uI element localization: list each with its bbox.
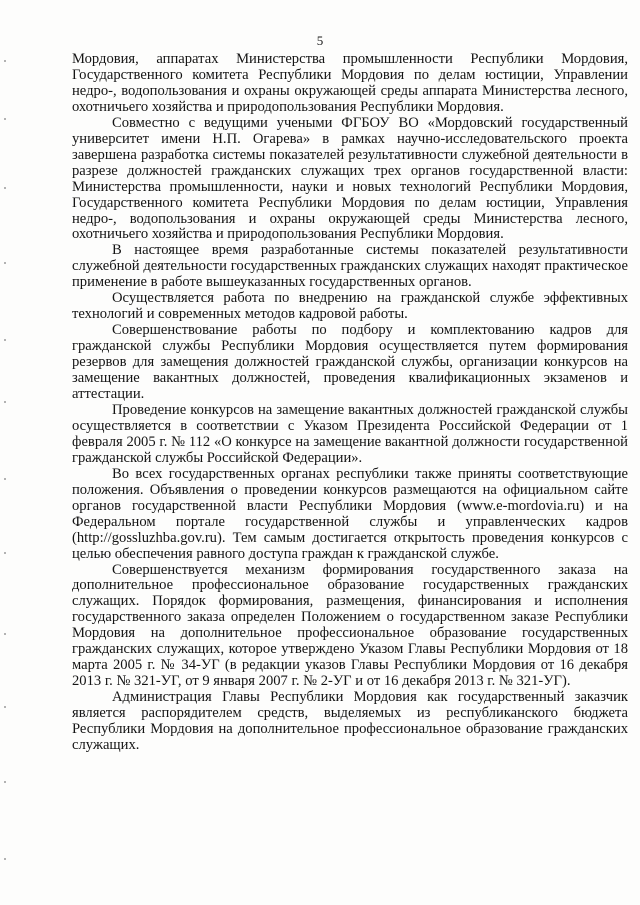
paragraph-continuation: Мордовия, аппаратах Министерства промышленности Республики Мордовия, Государственного комитета Республики Мордовия по делам юстиции, Управлении недро-, водопользования и охраны окружающей среды аппарата Министерства лесного, охотничьего хозяйства и природопользования Республики Мордовия.: [72, 51, 628, 115]
document-body: [72, 52, 628, 754]
paragraph-regulations: Во всех государственных органах республики также приняты соответствующие положения. Объявления о проведении конкурсов размещаются на официальном сайте органов государственной власти Республики Мордовия (www.e-mordovia.ru) и на Федеральном портале государственной службы и управленческих кадров (http://gossluzhba.gov.ru). Тем самым достигается открытость проведения конкурсов с целью обеспечения равного доступа граждан к гражданской службе.: [72, 465, 628, 562]
paragraph-state-order: Совершенствуется механизм формирования государственного заказа на дополнительное профессиональное образование государственных гражданских служащих. Порядок формирования, размещения, финансирования и исполнения государственного заказа определен Положением о государственном заказе Республики Мордовия на дополнительное профессиональное образование государственных гражданских служащих, которое утверждено Указом Главы Республики Мордовия от 18 марта 2005 г. № 34-УГ (в редакции указов Главы Республики Мордовия от 16 декабря 2013 г. № 321-УГ, от 9 января 2007 г. № 2-УГ и от 16 декабря 2013 г. № 321-УГ).: [72, 561, 628, 690]
paragraph-administration: Администрация Главы Республики Мордовия как государственный заказчик является распорядителем средств, выделяемых из республиканского бюджета Республики Мордовия на дополнительное профессиональное образование гражданских служащих.: [72, 689, 628, 753]
paragraph-recruitment: Совершенствование работы по подбору и комплектованию кадров для гражданской службы Республики Мордовия осуществляется путем формирования резервов для замещения должностей гражданской службы, организации конкурсов на замещение вакантных должностей, проведения квалификационных экзаменов и аттестации.: [72, 322, 628, 403]
paragraph-research-project: Совместно с ведущими учеными ФГБОУ ВО «Мордовский государственный университет имени Н.П. Огарева» в рамках научно-исследовательского проекта завершена разработка системы показателей результативности служебной деятельности в разрезе должностей гражданских служащих трех органов государственной власти: Министерства промышленности, науки и новых технологий Республики Мордовия, Государственного комитета Республики Мордовия по делам юстиции, Управления недро-, водопользования и охраны окружающей среды Министерства лесного, охотничьего хозяйства и природопользования Республики Мордовия.: [72, 114, 628, 243]
page-number: 5: [316, 33, 324, 48]
scan-margin-marks: [4, 0, 8, 905]
paragraph-competitions: Проведение конкурсов на замещение вакантных должностей гражданской службы осуществляется в соответствии с Указом Президента Российской Федерации от 1 февраля 2005 г. № 112 «О конкурсе на замещение вакантной должности государственной гражданской службы Российской Федерации».: [72, 401, 628, 466]
paragraph-practical-application: В настоящее время разработанные системы показателей результативности служебной деятельности государственных гражданских служащих находят практическое применение в работе вышеуказанных государственных органов.: [72, 242, 628, 291]
paragraph-technologies: Осуществляется работа по внедрению на гражданской службе эффективных технологий и современных методов кадровой работы.: [72, 290, 628, 323]
